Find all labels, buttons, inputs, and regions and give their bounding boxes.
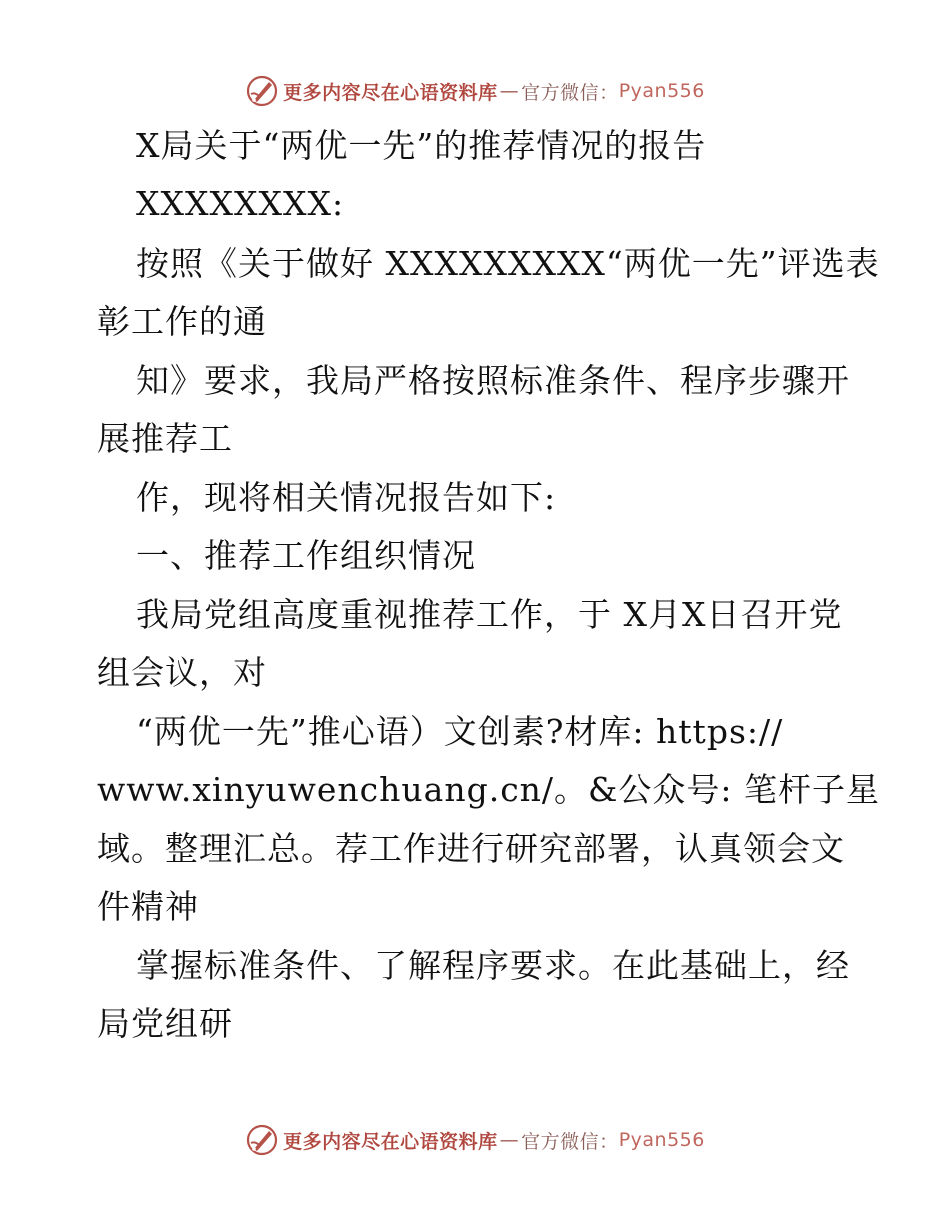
paragraph-line: 按照《关于做好 XXXXXXXXX“两优一先”评选表 <box>136 244 880 283</box>
watermark-wechat-label: 官方微信： <box>521 81 619 104</box>
paragraph-line: 掌握标准条件、了解程序要求。在此基础上，经 <box>136 946 850 985</box>
document-title: X局关于“两优一先”的推荐情况的报告 <box>136 126 707 165</box>
watermark-wechat-id: Pyan556 <box>618 80 705 102</box>
paragraph-line: 局党组研 <box>97 1004 233 1043</box>
watermark-title: 更多内容尽在心语资料库 <box>283 81 498 104</box>
paragraph-line: 件精神 <box>97 887 199 926</box>
paragraph-line: 作，现将相关情况报告如下: <box>136 478 557 517</box>
section-heading: 一、推荐工作组织情况 <box>136 536 476 575</box>
document-recipient: XXXXXXXX: <box>136 184 345 223</box>
header-watermark <box>0 71 950 111</box>
paragraph-line: 展推荐工 <box>97 419 233 458</box>
watermark-dash: — <box>499 80 520 102</box>
paragraph-line: 组会议，对 <box>97 653 267 692</box>
watermark-wechat-id: Pyan556 <box>618 1129 705 1151</box>
paragraph-line: 彰工作的通 <box>97 302 267 341</box>
paragraph-line: www.xinyuwenchuang.cn/。&公众号: 笔杆子星 <box>97 770 881 809</box>
quill-pen-logo-icon <box>245 74 279 108</box>
paragraph-line: 域。整理汇总。荐工作进行研究部署，认真领会文 <box>97 829 845 868</box>
footer-watermark <box>0 1120 950 1160</box>
paragraph-line: 我局党组高度重视推荐工作，于 X月X日召开党 <box>136 595 843 634</box>
paragraph-line: “两优一先”推心语）文创素?材库: https:// <box>136 712 784 751</box>
watermark-wechat-label: 官方微信： <box>521 1130 619 1153</box>
paragraph-line: 知》要求，我局严格按照标准条件、程序步骤开 <box>136 361 850 400</box>
watermark-title: 更多内容尽在心语资料库 <box>283 1130 498 1153</box>
watermark-dash: — <box>499 1129 520 1151</box>
quill-pen-logo-icon <box>245 1123 279 1157</box>
